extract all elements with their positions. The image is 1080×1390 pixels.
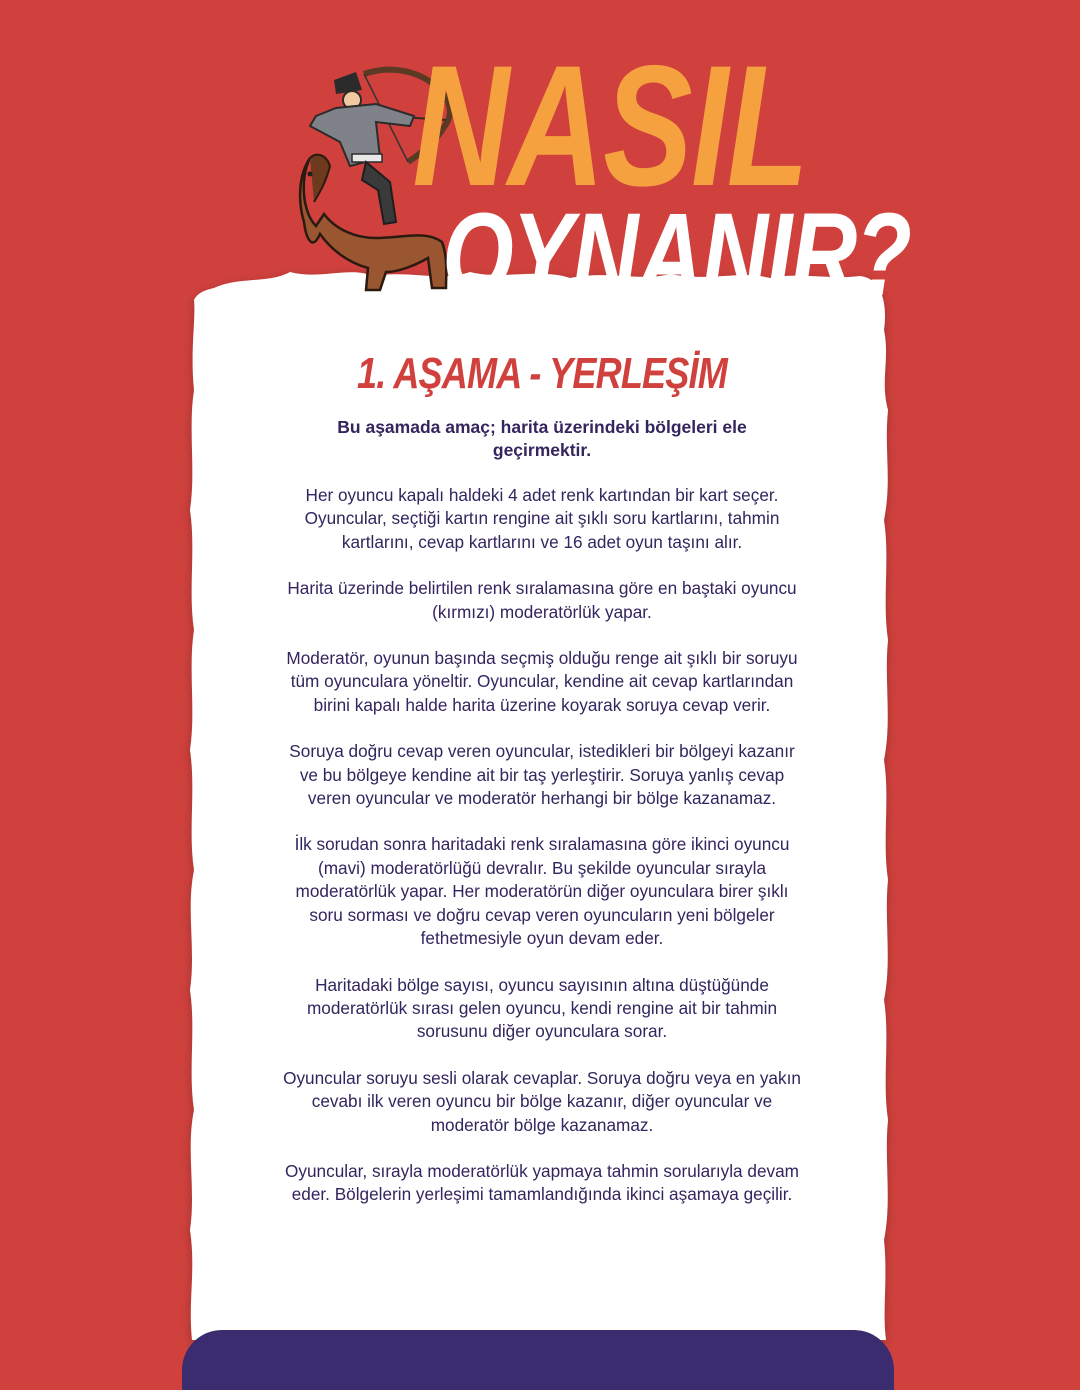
instructions-content (280, 350, 804, 1230)
stage-lead: Bu aşamada amaç; harita üzerindeki bölgeleri ele geçirmektir. (337, 417, 747, 460)
paragraph: İlk sorudan sonra haritadaki renk sıralamasına göre ikinci oyuncu (mavi) moderatörlüğü devralır. Bu şekilde oyuncular sırayla moderatörlük yapar. Her moderatörün diğer oyunculara birer şıklı soru sorması ve doğru cevap veren oyuncuların yeni bölgeler fethetmesiyle oyun devam eder. (294, 834, 790, 949)
paragraph: Haritadaki bölge sayısı, oyuncu sayısının altına düştüğünde moderatörlük sırası gelen oyuncu, kendi rengine ait bir tahmin sorusunu diğer oyunculara sorar. (306, 974, 778, 1042)
title-line-2: OYNANIR? (442, 189, 911, 321)
paragraph: Soruya doğru cevap veren oyuncular, istedikleri bir bölgeyi kazanır ve bu bölgeye kendine ait bir taş yerleştirir. Soruya yanlış cevap veren oyuncular ve moderatör herhangi bir bölge kazanamaz. (289, 741, 795, 809)
paragraph: Oyuncular soruyu sesli olarak cevaplar. Soruya doğru veya en yakın cevabı ilk veren oyuncu bir bölge kazanır, diğer oyuncular ve moderatör bölge kazanamaz. (283, 1067, 801, 1135)
paragraph: Harita üzerinde belirtilen renk sıralamasına göre en baştaki oyuncu (kırmızı) moderatörlük yapar. (287, 578, 797, 622)
footer-band (182, 1330, 894, 1390)
title-line-1: NASIL (412, 30, 808, 222)
paragraph: Moderatör, oyunun başında seçmiş olduğu renge ait şıklı bir soruyu tüm oyunculara yöneltir. Oyuncular, kendine ait cevap kartlarından birini kapalı halde harita üzerine koyarak soruya cevap verir. (286, 648, 798, 715)
stage-title: 1. AŞAMA - YERLEŞİM (357, 349, 727, 398)
paragraph: Oyuncular, sırayla moderatörlük yapmaya tahmin sorularıyla devam eder. Bölgelerin yerleşimi tamamlandığında ikinci aşamaya geçilir. (285, 1160, 799, 1205)
page-title (400, 30, 911, 321)
paragraph: Her oyuncu kapalı haldeki 4 adet renk kartından bir kart seçer. Oyuncular, seçtiği kartın rengine ait şıklı soru kartlarını, tahmin kartlarını, cevap kartlarını ve 16 adet oyun taşını alır. (304, 485, 780, 552)
hero-header (0, 0, 1080, 321)
